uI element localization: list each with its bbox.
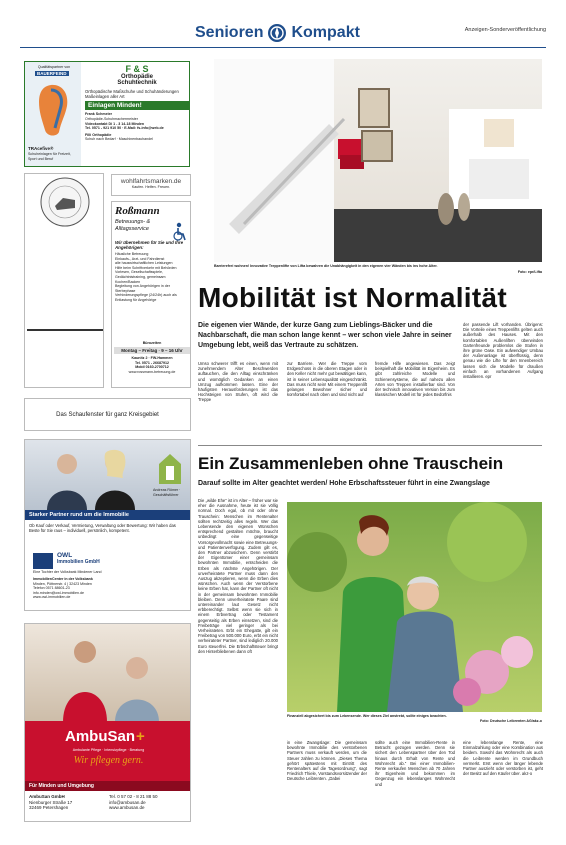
ad-ambusan-slogan: Wir pflegen gern. xyxy=(73,755,144,766)
header xyxy=(20,18,546,48)
ad-schlottmann-cta2 xyxy=(27,329,103,331)
ad-rossmann-item: Hilfe beim Schriftverkehr mit Behörden xyxy=(115,265,177,270)
ad-owl-text: Ob Kauf oder Verkauf, Vermietung, Verwaltung oder Bewertung: Wir haben das Beste für Sie raus – individuell, persönlich, kompetent. xyxy=(29,523,176,534)
ad-ambusan-company: AmbuSan GmbH xyxy=(29,794,65,799)
ad-owl-immobilien[interactable] xyxy=(24,439,191,611)
ad-ambusan-city: 32469 Petershagen xyxy=(29,805,69,810)
ad-rossmann-head: Wir übernehmen für Sie und Ihre Angehörigen: xyxy=(115,240,184,251)
ad-fs-right xyxy=(85,64,189,142)
shoe-insole-icon xyxy=(31,82,75,143)
ad-ambusan-left xyxy=(29,794,104,811)
article2-headline: Ein Zusammenleben ohne Trauschein xyxy=(198,454,504,473)
ad-owl-contact xyxy=(33,577,183,600)
ad-owl-tag: Starker Partner rund um die Immobilie xyxy=(25,510,191,520)
ad-owl-email: info.minden@owl-immobilien.de xyxy=(33,590,84,595)
ad-fs-item-2: Maßeinlagen aller Art xyxy=(85,94,125,100)
ad-ambusan-street: Nienburger Straße 17 xyxy=(29,799,73,805)
article1-col2: zur Barriere. Wer die Treppe vom Erdgeschoss in die oberen Etagen oder in den Keller nicht mehr gut bewältigen kann, ist in seiner Lebensqualität eingeschränkt. Das muss nicht sein! Mit einem Treppenlift gelangen Bewohner sicher und komfortabel nach oben und sind nicht auf xyxy=(287,361,367,398)
article2-col4: eine lebenslange Rente, eine Einmalzahlung oder eine Kombination aus beidem. Sowohl das Wohnrecht als auch die Leibrente werden im Grundbuch vermerkt. Erst wenn der länger lebende Partner auszieht oder verstorben ist, geht der Besitz auf den Käufer über. akz-o xyxy=(463,740,543,777)
ad-rossmann-item: Einkaufs-, Arzt- und Fahrdienst xyxy=(115,256,165,261)
ad-ambusan-tel: Tel. 0 57 02 - 8 21 88 50 xyxy=(109,794,158,799)
ad-rossmann-web: www.rossmann-betreuung.de xyxy=(128,369,176,374)
ad-owl-logo2: Immobilien GmbH xyxy=(57,559,100,565)
ad-owl-names: Andreas Römer · Geschäftsführer xyxy=(153,488,181,497)
ad-ambusan-right xyxy=(109,794,189,811)
ad-fs-extra: Filli Orthopädie xyxy=(85,132,112,137)
ad-fs-owner: Frank Schmeier xyxy=(85,112,112,117)
ad-rossmann-office: Bürozeiten xyxy=(142,341,162,345)
ad-fs-extra2: Schuh nach Bedarf · Maschinenbauhandel xyxy=(85,137,153,142)
owl-house-icon xyxy=(157,452,183,491)
ad-rossmann-mobile: Mobil 0160-2700712 xyxy=(135,365,169,370)
ad-rossmann-list xyxy=(115,252,189,303)
compass-icon xyxy=(268,24,286,42)
ad-ambusan[interactable] xyxy=(24,623,191,822)
ad-rossmann-item: Häusliche Betreuung xyxy=(115,252,149,256)
article2-lead: Darauf sollte im Alter geachtet werden/ Hohe Erbschaftssteuer führt in eine Zwangslage xyxy=(198,480,490,487)
ad-owl-addr2: Minden, Pöttnerstr. 4 | 32423 Minden xyxy=(33,581,92,586)
header-logo xyxy=(195,21,360,45)
ad-wohlfahrt-logo: wohlfahrtsmarken.de xyxy=(120,178,182,185)
article2-col3: sollte auch eine Immobilien-Rente in Betracht gezogen werden. Denn sie sichert den Lebenspartner über den Tod hinaus durch Erhalt von Rente und Wohnrecht ab.“ Bei einer Immobilien-Rente verkaufen Menschen ab 70 Jahren ihr Eigenheim und bekommen im Gegenzug ein lebenslanges Wohnrecht und xyxy=(375,740,455,787)
article1-col1: Umso schwerer trifft es einen, wenn mit zunehmendem Alter Beschwerden auftauchen, die den Alltag einschränken und womöglich Gedanken an einen Umzug aufkommen lassen. Eine der häufigsten Herausforderungen ist das Hochsteigen von Stufen, oft wird die Treppe xyxy=(198,361,278,403)
ad-rossmann-sub: Betreuungs- & Alltagsservice xyxy=(115,219,151,232)
ad-ambusan-logo-wrap xyxy=(65,728,145,745)
ad-ambusan-region: Für Minden und Umgebung xyxy=(25,781,191,791)
header-title-left: Senioren xyxy=(195,24,264,41)
ad-owl-logo-mark xyxy=(33,553,53,569)
ad-fs-left-panel xyxy=(25,62,81,167)
plus-icon: + xyxy=(136,728,145,745)
ad-rossmann-street: Kaunitz 2 · FW-Hammen xyxy=(131,356,173,360)
header-tag: Anzeigen-Sonderveröffentlichung xyxy=(464,27,546,33)
seal-icon xyxy=(39,176,91,233)
ad-owl-tel: Telefon 0571 88601-23 xyxy=(33,586,70,591)
ad-rossmann-hours: Montag – Freitag · 9 – 16 Uhr xyxy=(114,347,190,354)
article1-headline: Mobilität ist Normalität xyxy=(198,282,507,313)
ad-owl-addr1: ImmobilienCenter in der Volksbank xyxy=(33,577,93,581)
ad-fs-badge: Qualitätspartner von xyxy=(37,65,71,69)
ad-fs-product-sub: Schuheinlagen für Freizeit, Sport und Beruf xyxy=(28,152,71,161)
article2-photo xyxy=(287,502,542,712)
ad-fs-title2: Schuhtechnik xyxy=(117,80,157,86)
article2-photo-caption: Finanziell abgesichert bis zum Lebensende. Wer dieses Ziel anstrebt, sollte einiges beachten. xyxy=(287,714,447,718)
article2-photo-credit: Foto: Deutsche Leibrenten AG/akz-o xyxy=(480,719,542,723)
ad-fs-cta: Einlagen Minden! xyxy=(85,101,189,110)
ad-fs-item-1: Orthopädische Maßschuhe und Schuhänderungen xyxy=(85,89,179,94)
ad-ambusan-sub: Ambulante Pflege · Intensivpflege · Beratung xyxy=(72,748,145,752)
ad-ambusan-photo xyxy=(25,624,191,721)
ad-rossmann-phone: Tel. 0571 - 26687912 xyxy=(134,360,170,365)
ad-rossmann-item: alle hauswirtschaftlichen Leistungen xyxy=(115,261,173,266)
ad-rossmann[interactable] xyxy=(111,201,191,388)
ad-schaufenster[interactable] xyxy=(24,398,191,431)
ad-fs-brand: BAUERFEIND xyxy=(37,71,67,76)
ad-ambusan-logo: AmbuSan xyxy=(65,728,136,745)
article1-lead: Die eigenen vier Wände, der kurze Gang zum Lieblings-Bäcker und die Nachbarschaft, die man schon lange kennt – wer schon viele Jahre in seiner Umgebung lebt, weiß das Vertraute zu schätzen. xyxy=(198,322,452,349)
article2-col1: Die „wilde Ehe“ ist im Alter – früher war sie eher die Ausnahme, heute ist sie völlig normal. Doch egal, ob mit oder ohne Trauschein: Menschen im Rentenalter sollten rechtzeitig alles regeln. Wer das Lebensende den eigenen Wünschen entsprechend gestalten möchte, braucht unbedingt eine gegenseitige Vorsorgevollmacht sowie eine Betreuungs- und Patientenverfügung. Zudem gilt es, den Partner abzusichern. Denn verstirbt der Eigentümer einer gemeinsam bewohnten Immobilie, entscheiden die Erben als nächste Angehörigen. Der unverheiratete Partner muss dann den Auszug akzeptieren, wenn die Erben dies wünschen. Auch wenn der Verstorbene keine Erben hat, kann der Partner oft nicht in der gemeinsam bewohnten Immobilie bleiben. Denn unverheiratete Paare sind untereinander laut Gesetz nicht erbberechtigt. Selbst wenn sie sich in einem Erbvertrag oder Testament gegenseitig als Erben einsetzen, sind die Freibeträge viel geringer als bei Verheirateten. Erbt ein Ehegatte, gilt ein Freibetrag von 500.000 Euro, erbt ein nicht verheirateter Partner, sind lediglich 20.000 Euro steuerfrei. Die Erbschaftsteuer bringt den Hinterbliebenen dann oft xyxy=(198,498,278,654)
article1-caption xyxy=(214,264,542,269)
ad-schaufenster-text: Das Schaufenster für ganz Kreisgebiet xyxy=(56,411,159,418)
ad-fs-orthopaedie[interactable] xyxy=(24,61,190,167)
ad-fs-phone: Tel. 0571 - 921 910 50 · E-Mail: fs-info@web.de xyxy=(85,126,164,131)
ad-rossmann-contact xyxy=(112,356,191,374)
article1-col3: fremde Hilfe angewiesen. Das zeigt beispielhaft die Mobilität im Eigenheim. Es gibt zahlreiche Modelle und Schienensysteme, die auf nahezu allen Arten von Treppen installierbar sind. Von der technisch innovativen Version bis zum klassischen Modell ist für jedes Bedürfnis xyxy=(375,361,455,398)
article1-photo xyxy=(214,59,542,262)
divider xyxy=(198,445,542,446)
article1-photo-credit: Foto: epr/Lifta xyxy=(517,270,542,274)
ad-ambusan-email: info@ambusan.de xyxy=(109,799,146,805)
ad-owl-photo xyxy=(25,440,191,510)
ad-fs-address: Videokontakt Di 1 - 3 14-18 Minden xyxy=(85,121,145,126)
ad-rossmann-item: Verhinderungspflege (24/24h) auch als Entlastung für Angehörige xyxy=(115,293,177,302)
ad-owl-logo-sub: Eine Tochter der Volksbank Mindener Land xyxy=(33,570,102,574)
ad-rossmann-item: Begleitung von Angehörigen in der Sterbephase xyxy=(115,284,170,293)
ad-wohlfahrt-sub: Kaufen. Helfen. Freuen. xyxy=(131,185,171,189)
ad-rossmann-item: Vorlesen, Gesellschaftsspiele, Gedächtnistraining, gemeinsam Kochen/Backen xyxy=(115,270,166,284)
ad-fs-owner-sub: Orthopädie-Schuhmachermeister xyxy=(85,117,138,121)
ad-owl-logo: OWL xyxy=(57,552,73,559)
ad-schlottmann[interactable] xyxy=(24,173,104,388)
ad-fs-name: F & S xyxy=(125,64,149,74)
article1-lead-right: der passende Lift vorhanden. Übrigens: Die Vorteile eines Treppenlifts gelten auch außerhalb des Hauses. Mit den komfortablen Außenliften überwinden Gartenfreunde problemlos die Stufen in ihre grüne Oase. Ein aufwendiger Umbau der Außenanlage ist überflüssig, denn genau wie die Lifte für den Innenbereich lassen sich die Modelle für draußen einfach an vorhandenen Aufgang installieren. epr xyxy=(463,322,543,380)
ad-wohlfahrtsmarken[interactable] xyxy=(111,174,191,196)
article1-caption-text: Barrierefrei wohnen! Innovative Treppenlifte von Lifta bewahren die Unabhängigkeit in den eigenen vier Wänden bis ins hohe Alter. xyxy=(214,264,438,268)
ad-fs-product: TRAcefive® xyxy=(28,146,54,151)
header-title-right: Kompakt xyxy=(291,24,360,41)
article2-col2: in eine Zwangslage: Die gemeinsam bewohnte Immobilie des verstorbenen Partners muss verkauft werden, um die Steuer zahlen zu können. „Dieses Thema gehört spätestens mit Eintritt des Rentenalters auf die Tagesordnung“, sagt Friedrich Thiele, Vorstandsvorsitzender der Deutsche Leibrenten. „Dabei xyxy=(287,740,367,782)
ad-owl-web: www.owl-immobilien.de xyxy=(33,595,71,600)
ad-fs-title1: Orthopädie xyxy=(120,74,153,80)
ad-rossmann-name: Roßmann xyxy=(115,205,160,217)
ad-ambusan-web: www.ambusan.de xyxy=(109,805,145,810)
